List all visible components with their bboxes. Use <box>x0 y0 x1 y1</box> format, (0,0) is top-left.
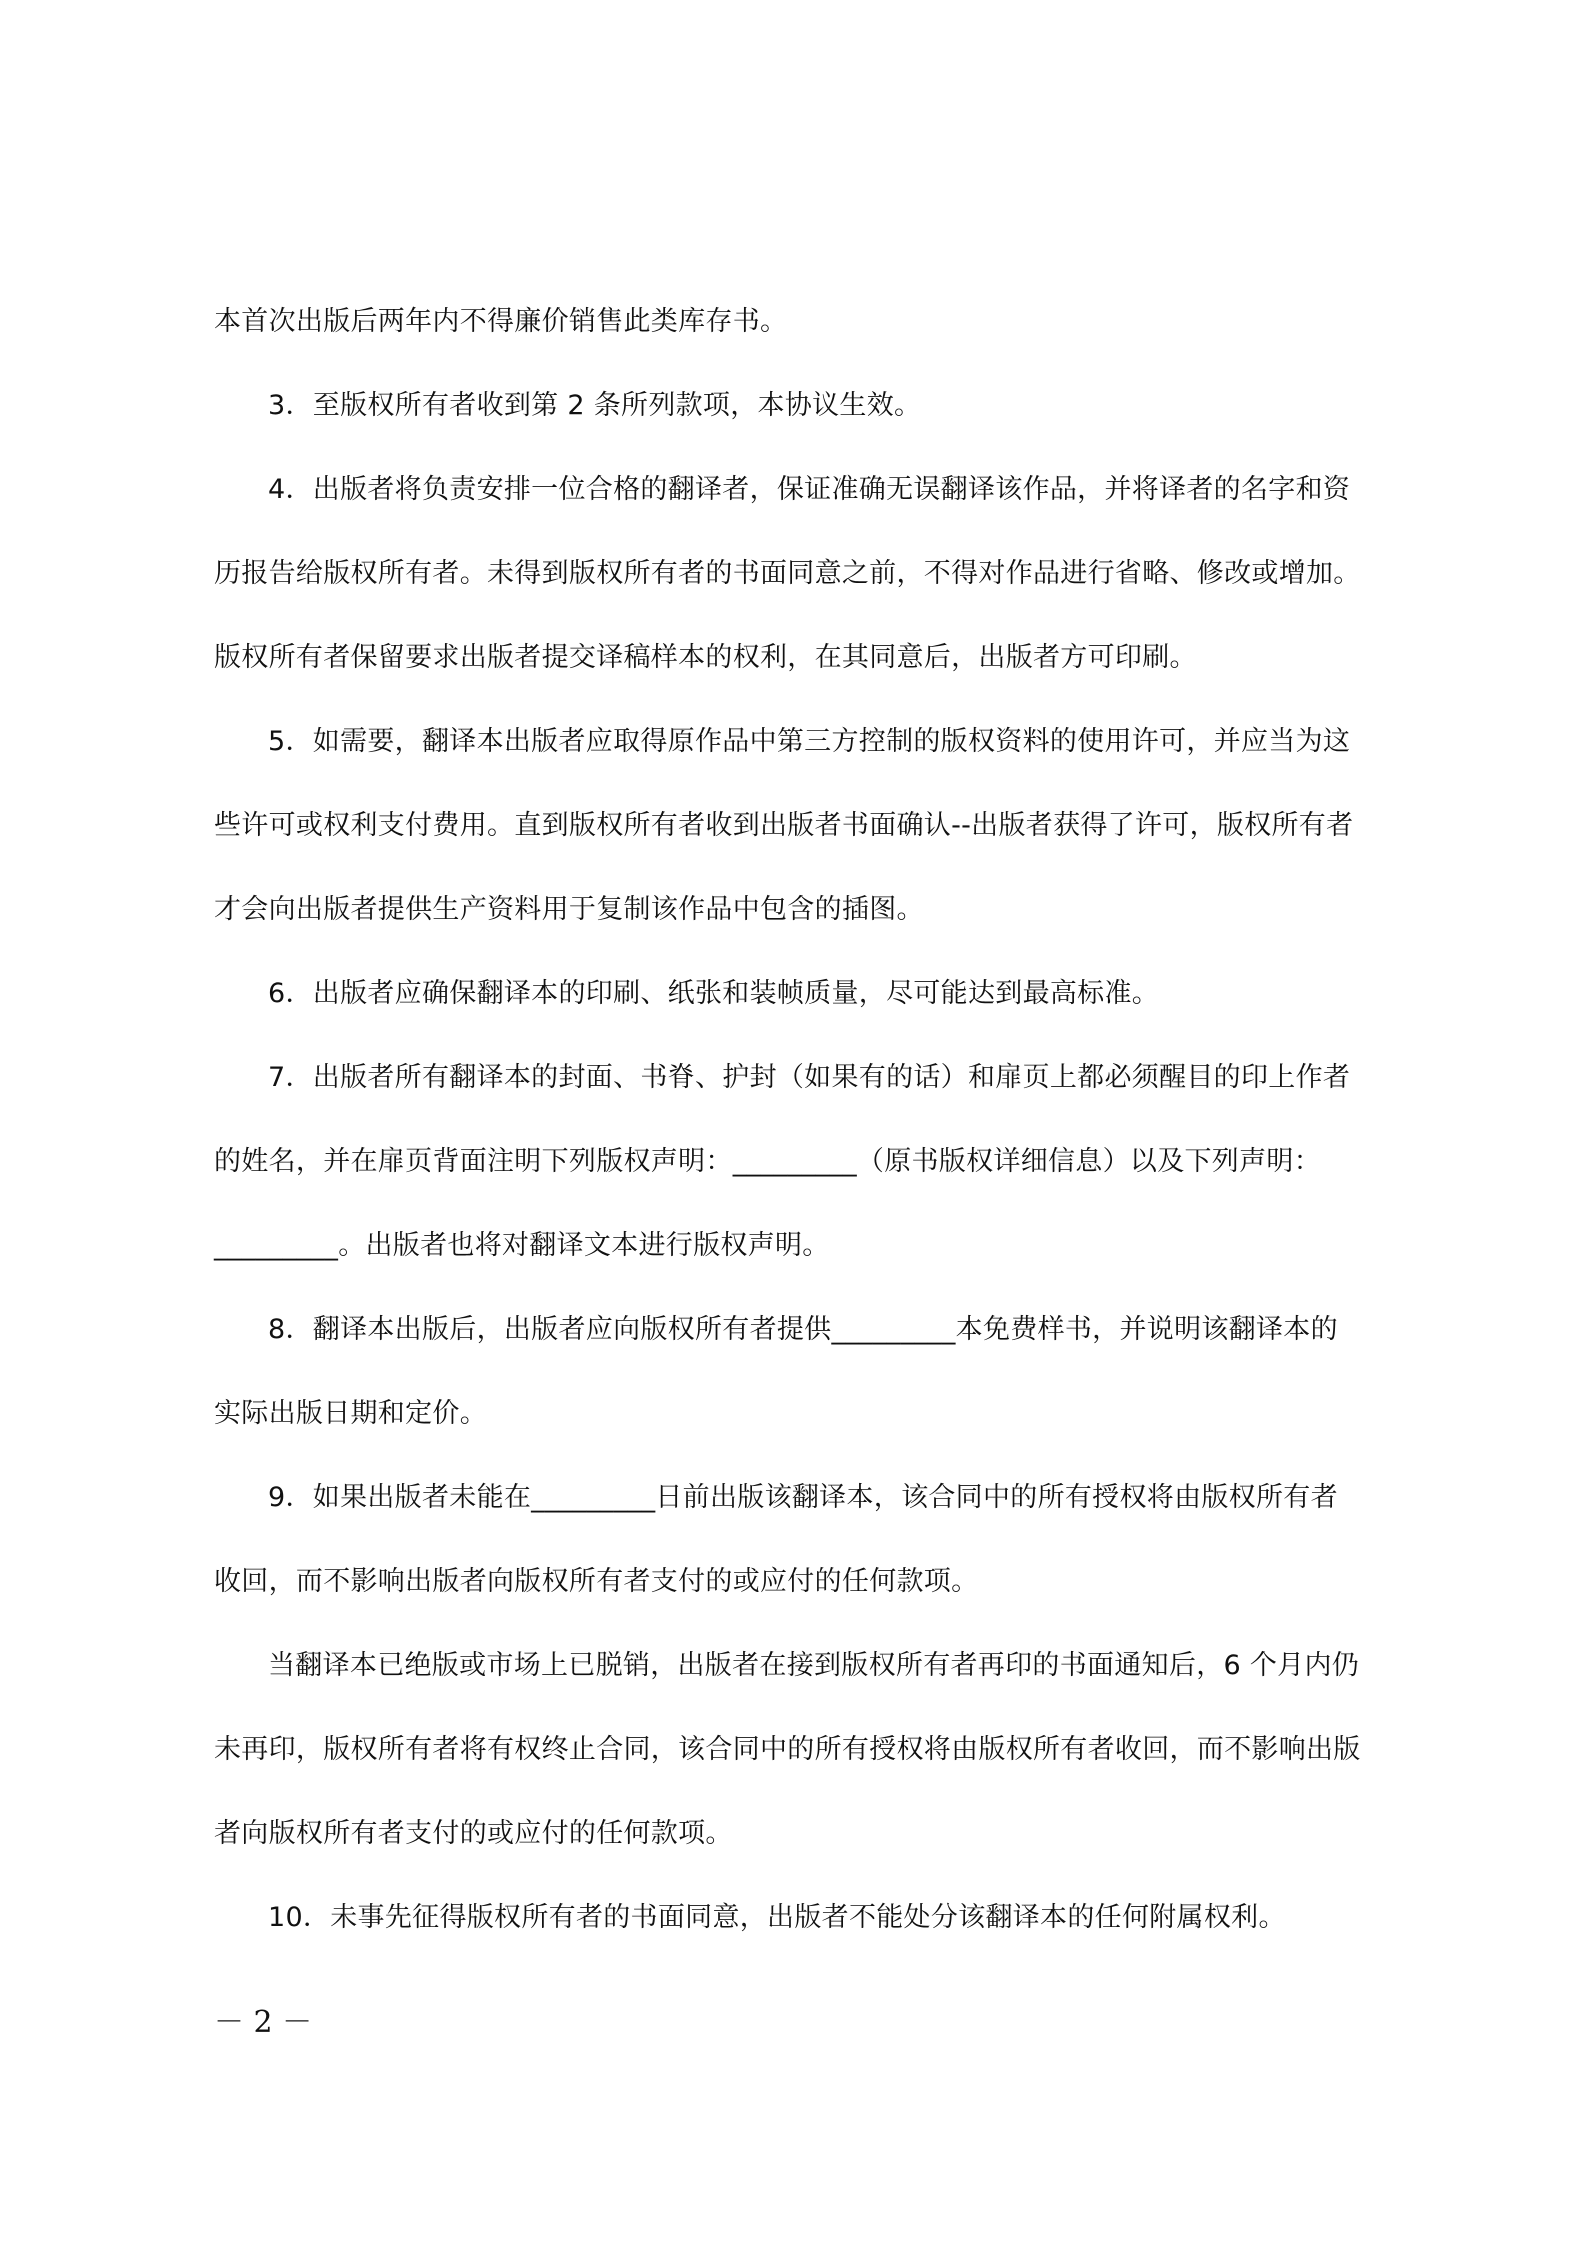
clause-9-paragraph-2-line-1: 当翻译本已绝版或市场上已脱销，出版者在接到版权所有者再印的书面通知后，6 个月内仍 <box>268 1650 1360 1681</box>
text-line-continuation: 本首次出版后两年内不得廉价销售此类库存书。 <box>214 306 788 337</box>
clause-9-line-2: 收回，而不影响出版者向版权所有者支付的或应付的任何款项。 <box>214 1566 979 1597</box>
document-body <box>214 290 1394 1970</box>
clause-9-paragraph-2-line-3: 者向版权所有者支付的或应付的任何款项。 <box>214 1818 733 1849</box>
clause-7-line-2: 的姓名，并在扉页背面注明下列版权声明：_________（原书版权详细信息）以及下列声明： <box>214 1146 1321 1177</box>
clause-4-line-3: 版权所有者保留要求出版者提交译稿样本的权利，在其同意后，出版者方可印刷。 <box>214 642 1197 673</box>
clause-5-line-2: 些许可或权利支付费用。直到版权所有者收到出版者书面确认--出版者获得了许可，版权所有者 <box>214 810 1354 841</box>
page-number: － 2 － <box>214 2005 313 2040</box>
clause-10-line: 10．未事先征得版权所有者的书面同意，出版者不能处分该翻译本的任何附属权利。 <box>268 1902 1286 1933</box>
clause-9-line-1: 9．如果出版者未能在_________日前出版该翻译本，该合同中的所有授权将由版权所有者 <box>268 1482 1338 1513</box>
clause-8-line-1: 8．翻译本出版后，出版者应向版权所有者提供_________本免费样书，并说明该翻译本的 <box>268 1314 1338 1345</box>
clause-4-line-1: 4．出版者将负责安排一位合格的翻译者，保证准确无误翻译该作品，并将译者的名字和资 <box>268 474 1351 505</box>
clause-7-line-3: _________。出版者也将对翻译文本进行版权声明。 <box>214 1230 830 1261</box>
clause-3-line: 3．至版权所有者收到第 2 条所列款项，本协议生效。 <box>268 390 922 421</box>
clause-4-line-2: 历报告给版权所有者。未得到版权所有者的书面同意之前，不得对作品进行省略、修改或增加。 <box>214 558 1361 589</box>
clause-8-line-2: 实际出版日期和定价。 <box>214 1398 487 1429</box>
clause-7-line-1: 7．出版者所有翻译本的封面、书脊、护封（如果有的话）和扉页上都必须醒目的印上作者 <box>268 1062 1351 1093</box>
clause-5-line-3: 才会向出版者提供生产资料用于复制该作品中包含的插图。 <box>214 894 924 925</box>
clause-5-line-1: 5．如需要，翻译本出版者应取得原作品中第三方控制的版权资料的使用许可，并应当为这 <box>268 726 1351 757</box>
clause-9-paragraph-2-line-2: 未再印，版权所有者将有权终止合同，该合同中的所有授权将由版权所有者收回，而不影响出版 <box>214 1734 1361 1765</box>
clause-6-line: 6．出版者应确保翻译本的印刷、纸张和装帧质量，尽可能达到最高标准。 <box>268 978 1160 1009</box>
